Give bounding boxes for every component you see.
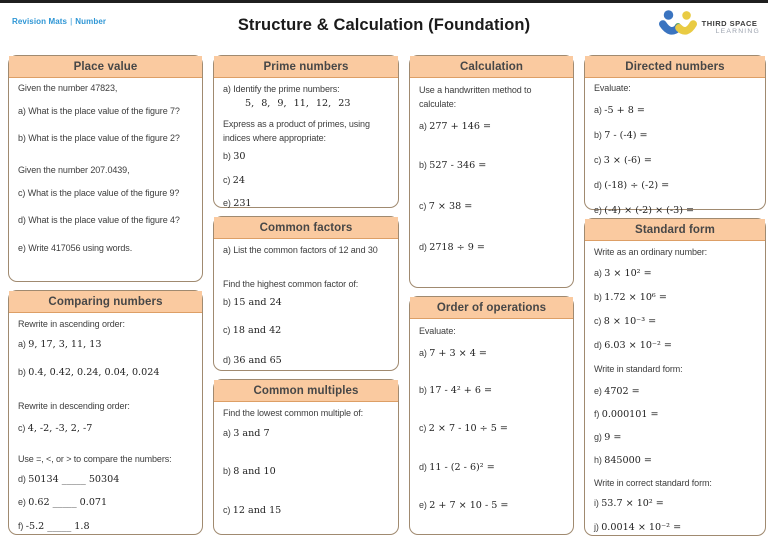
question-text: 7 + 3 × 4 = [429,348,487,359]
breadcrumb-separator: | [70,17,73,26]
question-label: i) [594,498,599,508]
question-line [594,430,756,445]
question-line [223,149,389,164]
panel-body [214,78,398,211]
question-label: d) [594,180,602,190]
question-line [419,346,564,361]
question-line [18,213,193,227]
people-logo-icon [659,9,697,44]
panel-header [9,291,202,313]
question-text: 277 + 146 = [429,121,492,132]
question-text: 3 × 10² = [604,268,652,279]
question-line [594,338,756,353]
question-label: d) [419,462,427,472]
question-line [594,178,756,193]
panel-header [585,219,765,241]
question-label: c) [594,155,602,165]
question-line [594,128,756,143]
question-text: 0.4, 0.42, 0.24, 0.04, 0.024 [28,367,160,378]
question-text: (-4) × (-2) × (-3) = [604,205,695,216]
question-text: 6.03 × 10⁻² = [604,340,672,351]
question-line [594,476,756,490]
panel-body [214,239,398,370]
question-text: -5 + 8 = [604,105,645,116]
question-text: Write in correct standard form: [594,478,712,488]
question-text: 4702 = [604,386,640,397]
question-label: a) [419,121,427,131]
question-line [594,496,756,511]
question-label: f) [594,409,600,419]
question-text: What is the place value of the figure 2? [28,133,180,143]
question-line [419,119,564,134]
question-line [223,196,389,211]
question-text: Write as an ordinary number: [594,247,708,257]
question-label: d) [18,215,26,225]
question-line [594,314,756,329]
panel-body [410,78,573,287]
question-label: d) [18,474,26,484]
question-text: Given the number 47823, [18,83,118,93]
question-text: Evaluate: [419,326,456,336]
question-line [223,323,389,338]
question-label: h) [594,455,602,465]
question-text: 845000 = [604,455,652,466]
question-line [18,399,193,413]
panel-body [214,402,398,534]
question-text: indices where appropriate: [223,133,326,143]
panel-title: Common factors [259,221,353,234]
question-line [419,421,564,436]
panel-directed-numbers [584,55,766,216]
panel-title: Directed numbers [625,60,725,73]
question-line [594,362,756,376]
question-line [419,240,564,255]
panel-common-multiples [213,379,399,535]
question-text: 4, -2, -3, 2, -7 [27,423,93,434]
panel-place-value [8,55,203,282]
question-text: 9, 17, 3, 11, 13 [28,339,102,350]
panel-header [410,297,573,319]
question-text: 0.000101 = [601,409,659,420]
panel-common-factors [213,216,399,371]
question-line [18,421,193,436]
question-text: Write 417056 using words. [28,243,133,253]
question-text: 5, 8, 9, 11, 12, 23 [245,98,351,109]
question-text: 2718 ÷ 9 = [429,242,485,253]
question-text: (-18) ÷ (-2) = [604,180,670,191]
question-line [223,295,389,310]
question-text: 15 and 24 [233,297,282,308]
panel-body [585,241,765,535]
question-label: d) [594,340,602,350]
third-space-learning-logo [659,9,760,44]
question-label: a) [18,339,26,349]
question-text: Rewrite in descending order: [18,401,130,411]
question-label: b) [419,385,427,395]
question-label: e) [594,386,602,396]
question-text: 2 + 7 × 10 - 5 = [429,500,509,511]
question-label: e) [18,243,26,253]
question-line [594,290,756,305]
question-text: Find the lowest common multiple of: [223,408,364,418]
question-text: 8 × 10⁻³ = [603,316,657,327]
breadcrumb-link-number[interactable]: Number [75,17,107,26]
question-label: e) [594,205,602,215]
question-line [223,82,389,96]
question-line [223,503,389,518]
question-line [18,337,193,352]
question-line [223,426,389,441]
logo-wordmark [702,19,760,35]
question-label: a) [18,106,26,116]
question-text: List the common factors of 12 and 30 [233,245,378,255]
question-line [18,495,193,510]
logo-line-1: THIRD SPACE [701,18,758,28]
question-label: b) [419,160,427,170]
panel-title: Place value [73,60,138,73]
question-label: d) [419,242,427,252]
question-text: 36 and 65 [233,355,282,366]
question-text: 9 = [604,432,622,443]
question-text: 527 - 346 = [429,160,487,171]
question-line [419,83,564,97]
question-text: 3 × (-6) = [603,155,652,166]
question-label: b) [223,151,231,161]
panel-title: Prime numbers [263,60,349,73]
question-label: b) [594,130,602,140]
question-text: 7 - (-4) = [604,130,648,141]
question-label: e) [223,198,231,208]
question-line [18,81,193,95]
question-text: Find the highest common factor of: [223,279,359,289]
panel-header [585,56,765,78]
panel-header [214,56,398,78]
question-text: calculate: [419,99,457,109]
question-text: 231 [233,198,252,209]
panel-header [410,56,573,78]
question-label: d) [223,355,231,365]
question-label: c) [594,316,602,326]
question-line [419,383,564,398]
column-3 [409,55,574,535]
question-label: c) [18,423,26,433]
question-label: c) [223,175,231,185]
question-text: 18 and 42 [232,325,282,336]
question-text: 17 - 4² + 6 = [429,385,493,396]
panel-header [214,217,398,239]
question-text: Express as a product of primes, using [223,119,370,129]
question-line [419,324,564,338]
question-line [594,453,756,468]
breadcrumb [12,17,106,26]
question-label: b) [18,133,26,143]
question-text: Write in standard form: [594,364,683,374]
panel-title: Comparing numbers [48,295,163,308]
question-line [419,460,564,475]
question-text: 11 - (2 - 6)² = [429,462,495,473]
panel-prime-numbers [213,55,399,208]
question-label: a) [594,105,602,115]
question-text: 12 and 15 [232,505,282,516]
question-text: 7 × 38 = [428,201,473,212]
question-line [594,103,756,118]
question-line [18,186,193,200]
question-label: c) [419,423,427,433]
question-text: What is the place value of the figure 9? [27,188,180,198]
breadcrumb-link-revision-mats[interactable]: Revision Mats [12,17,68,26]
question-line [223,117,389,131]
panel-title: Standard form [635,223,715,236]
question-text: 0.62 _____ 0.071 [28,497,108,508]
question-label: g) [594,432,602,442]
question-line [18,241,193,255]
column-4 [584,55,766,535]
question-text: 53.7 × 10² = [601,498,664,509]
question-text: Rewrite in ascending order: [18,319,125,329]
question-line [594,81,756,95]
question-label: a) [223,84,231,94]
question-line [223,406,389,420]
question-line [18,519,193,534]
question-line [594,520,756,535]
page-header [0,3,768,47]
question-text: 50134 _____ 50304 [28,474,120,485]
question-label: b) [223,466,231,476]
column-1 [8,55,203,535]
question-text: Given the number 207.0439, [18,165,130,175]
question-text: 30 [233,151,246,162]
worksheet-grid [0,47,768,535]
question-text: Identify the prime numbers: [233,84,340,94]
question-label: b) [18,367,26,377]
question-line [594,266,756,281]
question-line [223,131,389,145]
question-label: b) [223,297,231,307]
panel-body [585,78,765,218]
panel-order-of-operations [409,296,574,535]
page-title: Structure & Calculation (Foundation) [237,15,531,34]
question-label: c) [223,325,231,335]
question-label: e) [18,497,26,507]
question-line [594,245,756,259]
question-line [223,277,389,291]
question-text: Use a handwritten method to [419,85,532,95]
question-line [18,472,193,487]
question-label: a) [594,268,602,278]
question-label: c) [419,201,427,211]
question-text: 8 and 10 [233,466,276,477]
question-line [419,97,564,111]
panel-standard-form [584,218,766,536]
question-text: 0.0014 × 10⁻² = [601,522,682,533]
question-label: c) [18,188,26,198]
question-line [223,96,389,111]
question-text: What is the place value of the figure 4? [28,215,180,225]
question-line [223,243,389,257]
question-label: a) [223,245,231,255]
question-text: What is the place value of the figure 7? [28,106,180,116]
question-line [18,104,193,118]
panel-body [9,313,202,534]
question-text: 3 and 7 [233,428,270,439]
panel-calculation [409,55,574,288]
question-line [223,353,389,368]
column-2 [213,55,399,535]
panel-title: Order of operations [436,301,547,314]
question-line [18,317,193,331]
panel-title: Calculation [459,60,524,73]
panel-comparing-numbers [8,290,203,535]
question-text: -5.2 _____ 1.8 [25,521,90,532]
panel-body [410,319,573,534]
question-line [594,407,756,422]
question-label: j) [594,522,599,532]
question-line [223,173,389,188]
question-text: Use =, <, or > to compare the numbers: [18,454,172,464]
question-label: f) [18,521,24,531]
question-label: b) [594,292,602,302]
question-text: 2 × 7 - 10 ÷ 5 = [428,423,508,434]
question-text: Evaluate: [594,83,631,93]
question-line [223,464,389,479]
question-text: 1.72 × 10⁶ = [604,292,667,303]
question-line [594,153,756,168]
question-line [419,158,564,173]
panel-title: Common multiples [253,384,359,397]
question-line [18,452,193,466]
question-label: a) [223,428,231,438]
panel-body [9,78,202,281]
panel-header [214,380,398,402]
question-label: a) [419,348,427,358]
question-text: 24 [232,175,245,186]
logo-line-2: LEARNING [715,27,760,35]
question-label: e) [419,500,427,510]
question-line [419,498,564,513]
question-line [18,131,193,145]
question-line [18,365,193,380]
question-line [419,199,564,214]
question-line [594,203,756,218]
question-line [18,163,193,177]
question-line [594,384,756,399]
question-label: c) [223,505,231,515]
panel-header [9,56,202,78]
